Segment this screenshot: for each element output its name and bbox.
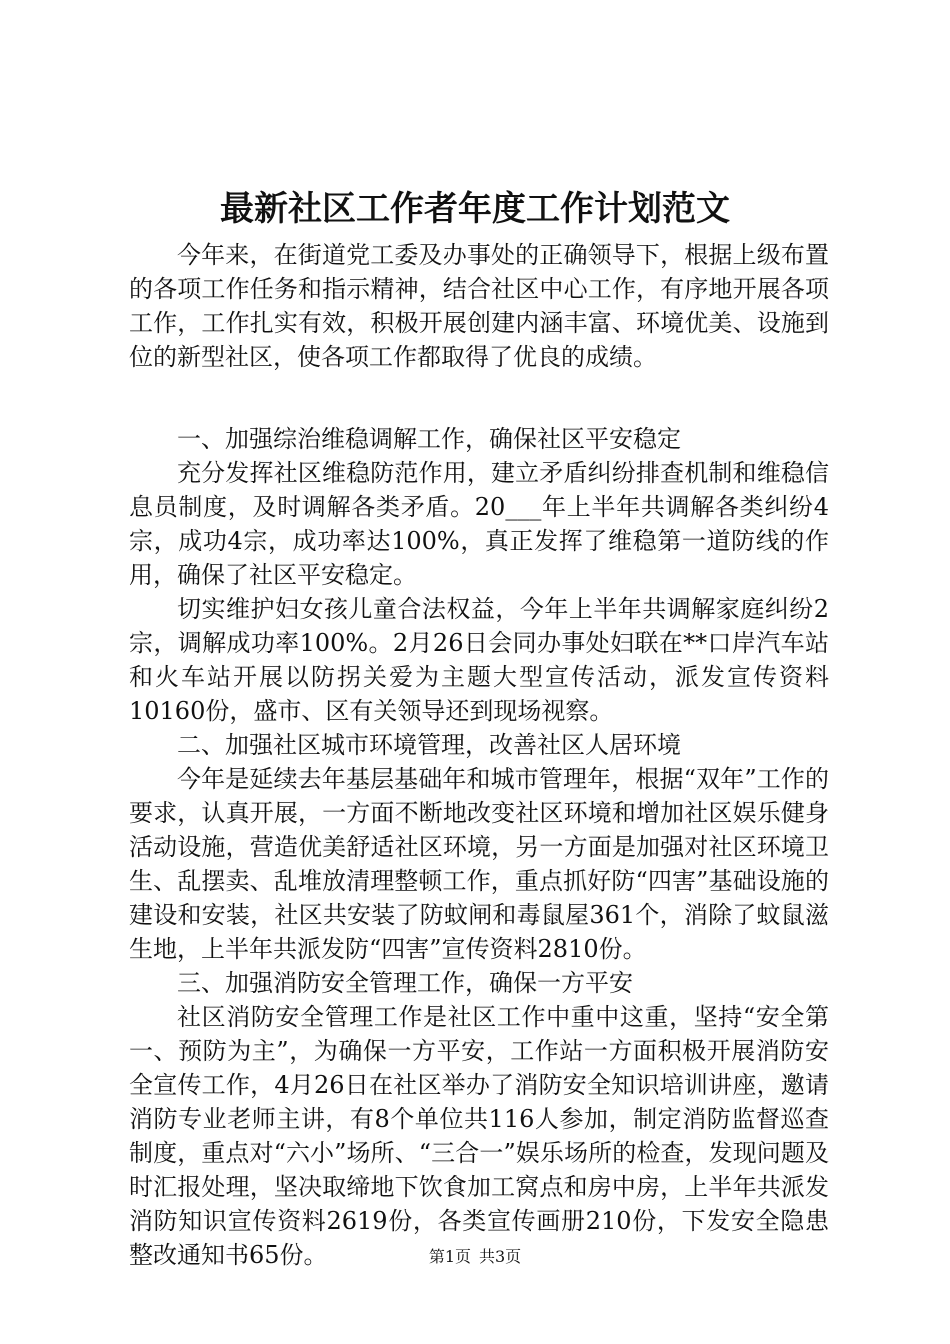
intro-paragraph: 今年来，在街道党工委及办事处的正确领导下，根据上级布置的各项工作任务和指示精神，结合社区中心工作，有序地开展各项工作，工作扎实有效，积极开展创建内涵丰富、环境优美、设施到位的新型社区，使各项工作都取得了优良的成绩。 [129, 241, 829, 371]
page-title: 最新社区工作者年度工作计划范文 [220, 189, 730, 229]
paragraph-gap [129, 374, 829, 422]
page-total: 共3页 [479, 1247, 522, 1266]
page-footer [0, 1247, 950, 1267]
section-heading-2: 二、加强社区城市环境管理，改善社区人居环境 [177, 731, 681, 759]
section-heading-1: 一、加强综治维稳调解工作，确保社区平安稳定 [177, 425, 681, 453]
section-2-paragraph-1: 今年是延续去年基层基础年和城市管理年，根据“双年”工作的要求，认真开展，一方面不断地改变社区环境和增加社区娱乐健身活动设施，营造优美舒适社区环境，另一方面是加强对社区环境卫生、乱摆卖、乱堆放清理整顿工作，重点抓好防“四害”基础设施的建设和安装，社区共安装了防蚊闸和毒鼠屋361个，消除了蚊鼠滋生地，上半年共派发防“四害”宣传资料2810份。 [129, 765, 829, 963]
section-heading-3: 三、加强消防安全管理工作，确保一方平安 [177, 969, 633, 997]
page-number: 第1页 [428, 1247, 471, 1266]
section-3-paragraph-1: 社区消防安全管理工作是社区工作中重中这重，坚持“安全第一、预防为主”，为确保一方平安，工作站一方面积极开展消防安全宣传工作，4月26日在社区举办了消防安全知识培训讲座，邀请消防专业老师主讲，有8个单位共116人参加，制定消防监督巡查制度，重点对“六小”场所、“三合一”娱乐场所的检查，发现问题及时汇报处理，坚决取缔地下饮食加工窝点和房中房，上半年共派发消防知识宣传资料2619份，各类宣传画册210份，下发安全隐患整改通知书65份。 [129, 1003, 829, 1269]
section-1-paragraph-1: 充分发挥社区维稳防范作用，建立矛盾纠纷排查机制和维稳信息员制度，及时调解各类矛盾。20___年上半年共调解各类纠纷4宗，成功4宗，成功率达100%，真正发挥了维稳第一道防线的作用，确保了社区平安稳定。 [129, 459, 829, 589]
section-1-paragraph-2: 切实维护妇女孩儿童合法权益，今年上半年共调解家庭纠纷2宗，调解成功率100%。2月26日会同办事处妇联在**口岸汽车站和火车站开展以防拐关爱为主题大型宣传活动，派发宣传资料10160份，盛市、区有关领导还到现场视察。 [129, 595, 829, 725]
document-body [129, 238, 829, 1272]
